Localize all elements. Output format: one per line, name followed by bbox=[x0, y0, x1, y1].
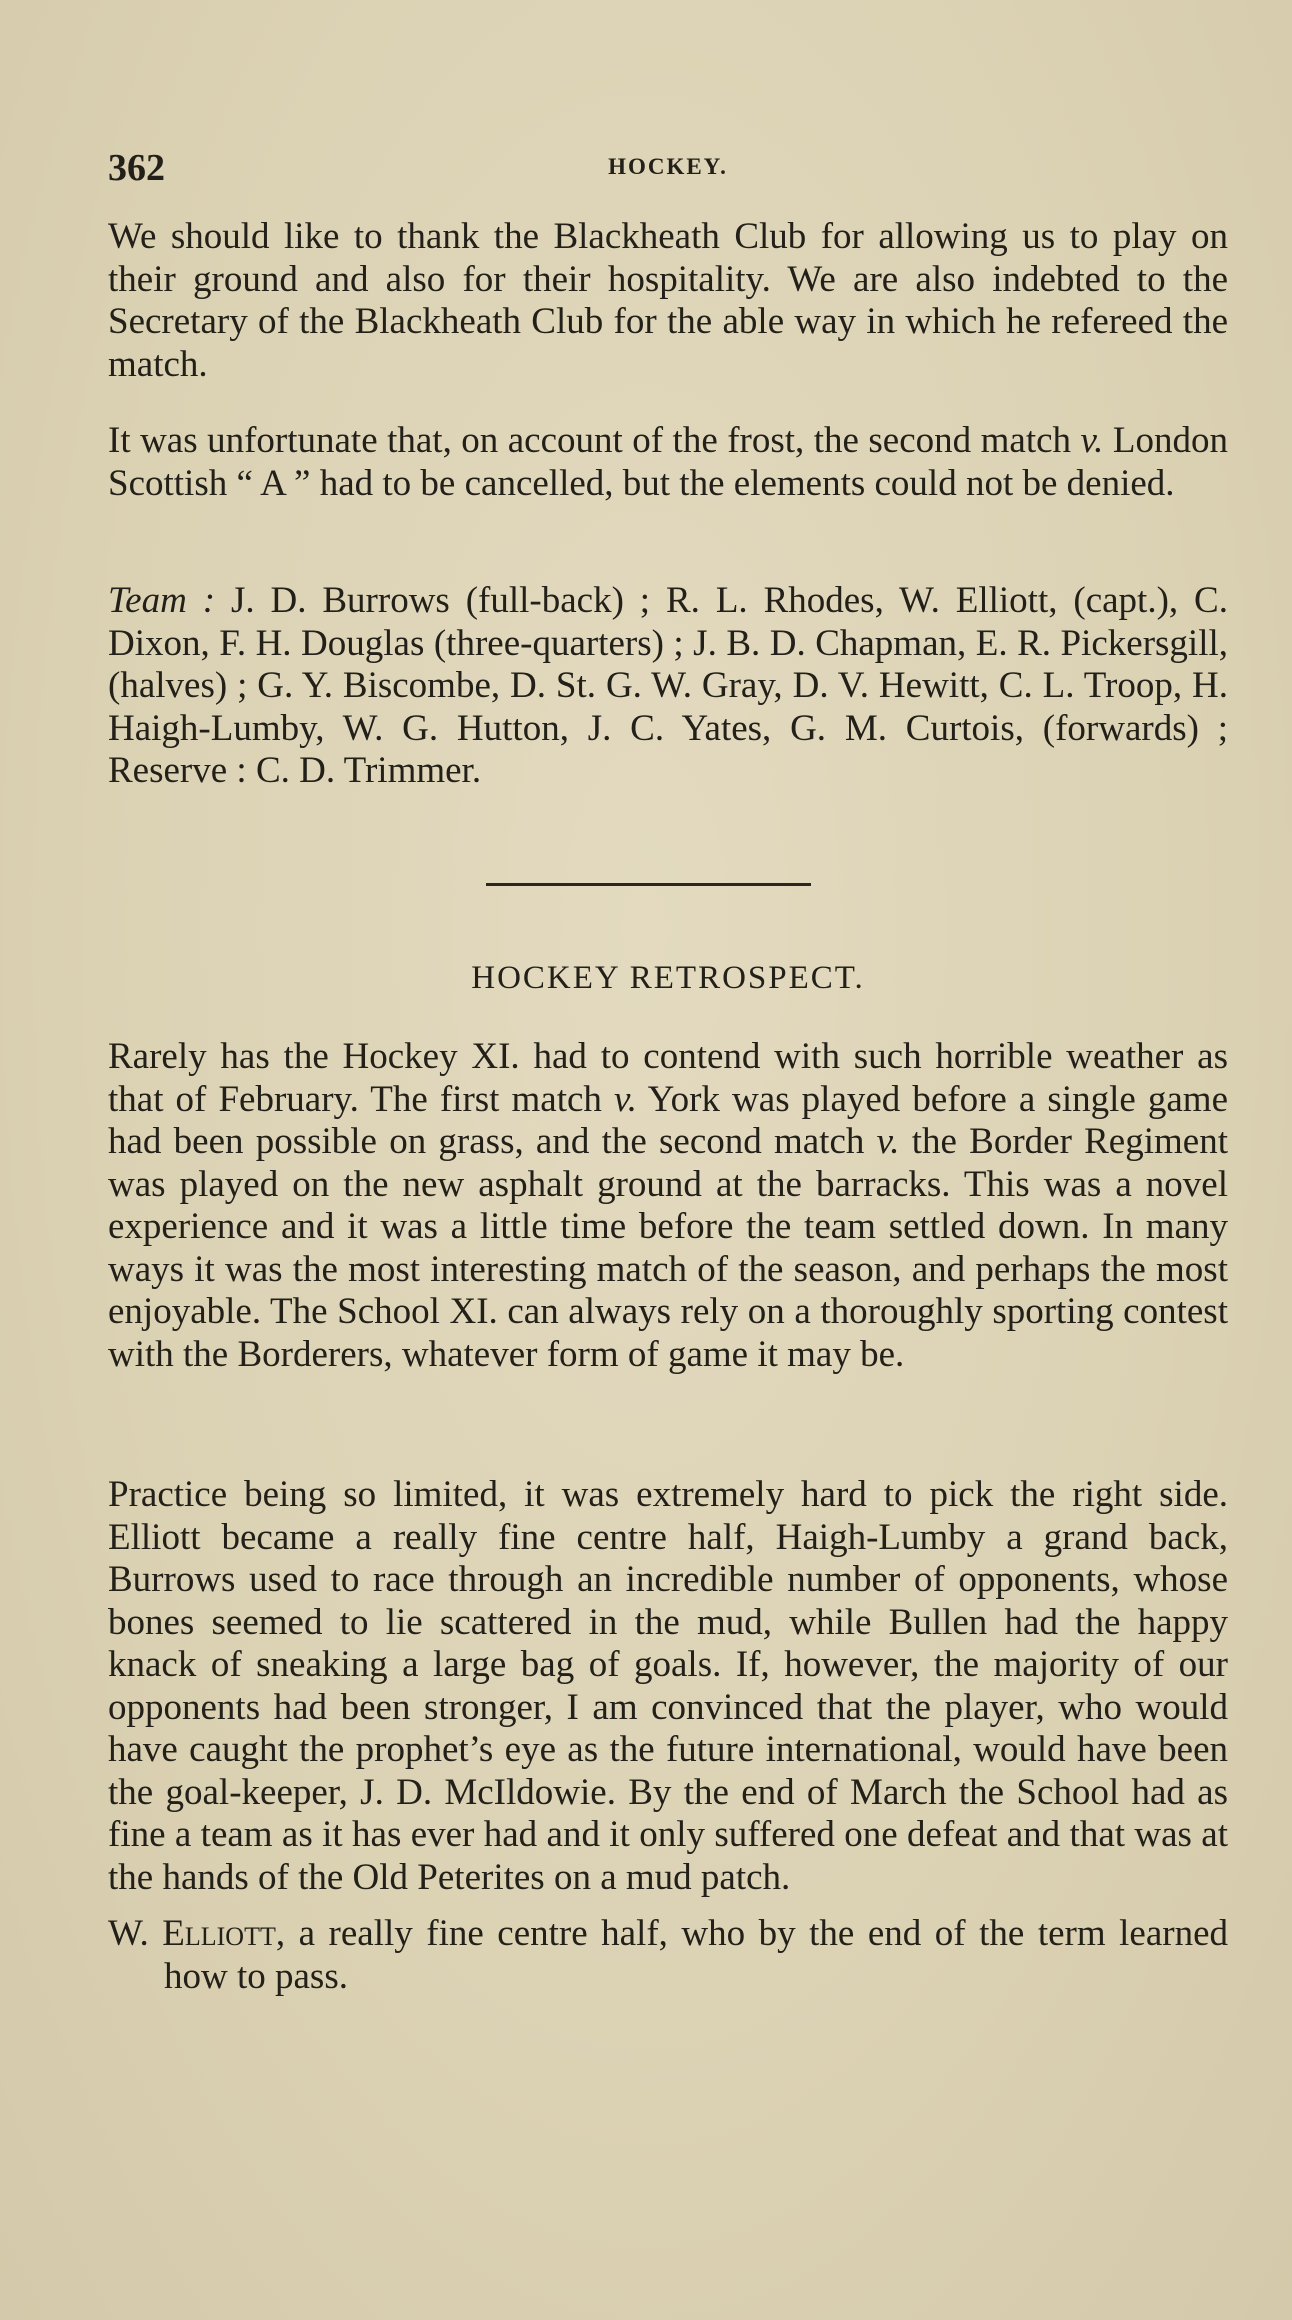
section-divider bbox=[486, 883, 811, 886]
running-head: HOCKEY. bbox=[608, 154, 728, 179]
versus-abbrev: v. bbox=[1080, 420, 1104, 461]
text-run: York was played before a single game had been possible on grass, and the second match bbox=[108, 1078, 1229, 1162]
paragraph-thanks: We should like to thank the Blackheath Club for allowing us to play on their ground and also for their hospitality. We are also indebted to the Secretary of the Blackheath Club for the able way in which he refereed the match. bbox=[108, 216, 1228, 385]
paragraph-player-note bbox=[108, 1913, 1228, 1998]
versus-abbrev: v. bbox=[876, 1121, 900, 1162]
page-number: 362 bbox=[108, 147, 165, 189]
paragraph-cancelled-match bbox=[108, 420, 1228, 505]
team-label: Team : bbox=[108, 580, 216, 621]
player-name: W. Elliott, bbox=[108, 1913, 286, 1954]
team-members: J. D. Burrows (full-back) ; R. L. Rhodes, W. Elliott, (capt.), C. Dixon, F. H. Douglas (three-quarters) ; J. B. D. Chapman, E. R. Pickersgill, (halves) ; G. Y. Biscombe, D. St. G. W. Gray, D. V. Hewitt, C. L. Troop, H. Haigh-Lumby, W. G. Hutton, J. C. Yates, G. M. Curtois, (forwards) ; Reserve : C. D. Trimmer. bbox=[108, 580, 1228, 791]
paragraph-retrospect-weather bbox=[108, 1036, 1228, 1376]
page-header bbox=[108, 146, 1228, 190]
player-note-text: a really fine centre half, who by the end of the term learned how to pass. bbox=[164, 1913, 1228, 1997]
text-run: Rarely has the Hockey XI. had to contend with such horrible weather as that of February. The first match bbox=[108, 1036, 1228, 1120]
text-run: It was unfortunate that, on account of the frost, the second match bbox=[108, 420, 1081, 461]
section-title: HOCKEY RETROSPECT. bbox=[471, 960, 865, 996]
text-run: London Scottish “ A ” had to be cancelled, but the elements could not be denied. bbox=[108, 420, 1228, 504]
versus-abbrev: v. bbox=[614, 1078, 637, 1120]
text-run: the Border Regiment was played on the new asphalt ground at the barracks. This was a novel experience and it was a little time before the team settled down. In many ways it was the most interesting match of the season, and perhaps the most enjoyable. The School XI. can always rely on a thoroughly sporting contest with the Borderers, whatever form of game it may be. bbox=[108, 1121, 1228, 1375]
paragraph-team-list bbox=[108, 580, 1228, 793]
paragraph-retrospect-players: Practice being so limited, it was extremely hard to pick the right side. Elliott became a really fine centre half, Haigh-Lumby a grand back, Burrows used to race through an incredible number of opponents, whose bones seemed to lie scattered in the mud, while Bullen had the happy knack of sneaking a large bag of goals. If, however, the majority of our opponents had been stronger, I am convinced that the player, who would have caught the prophet’s eye as the future international, would have been the goal-keeper, J. D. McIldowie. By the end of March the School had as fine a team as it has ever had and it only suffered one defeat and that was at the hands of the Old Peterites on a mud patch. bbox=[108, 1474, 1228, 1898]
